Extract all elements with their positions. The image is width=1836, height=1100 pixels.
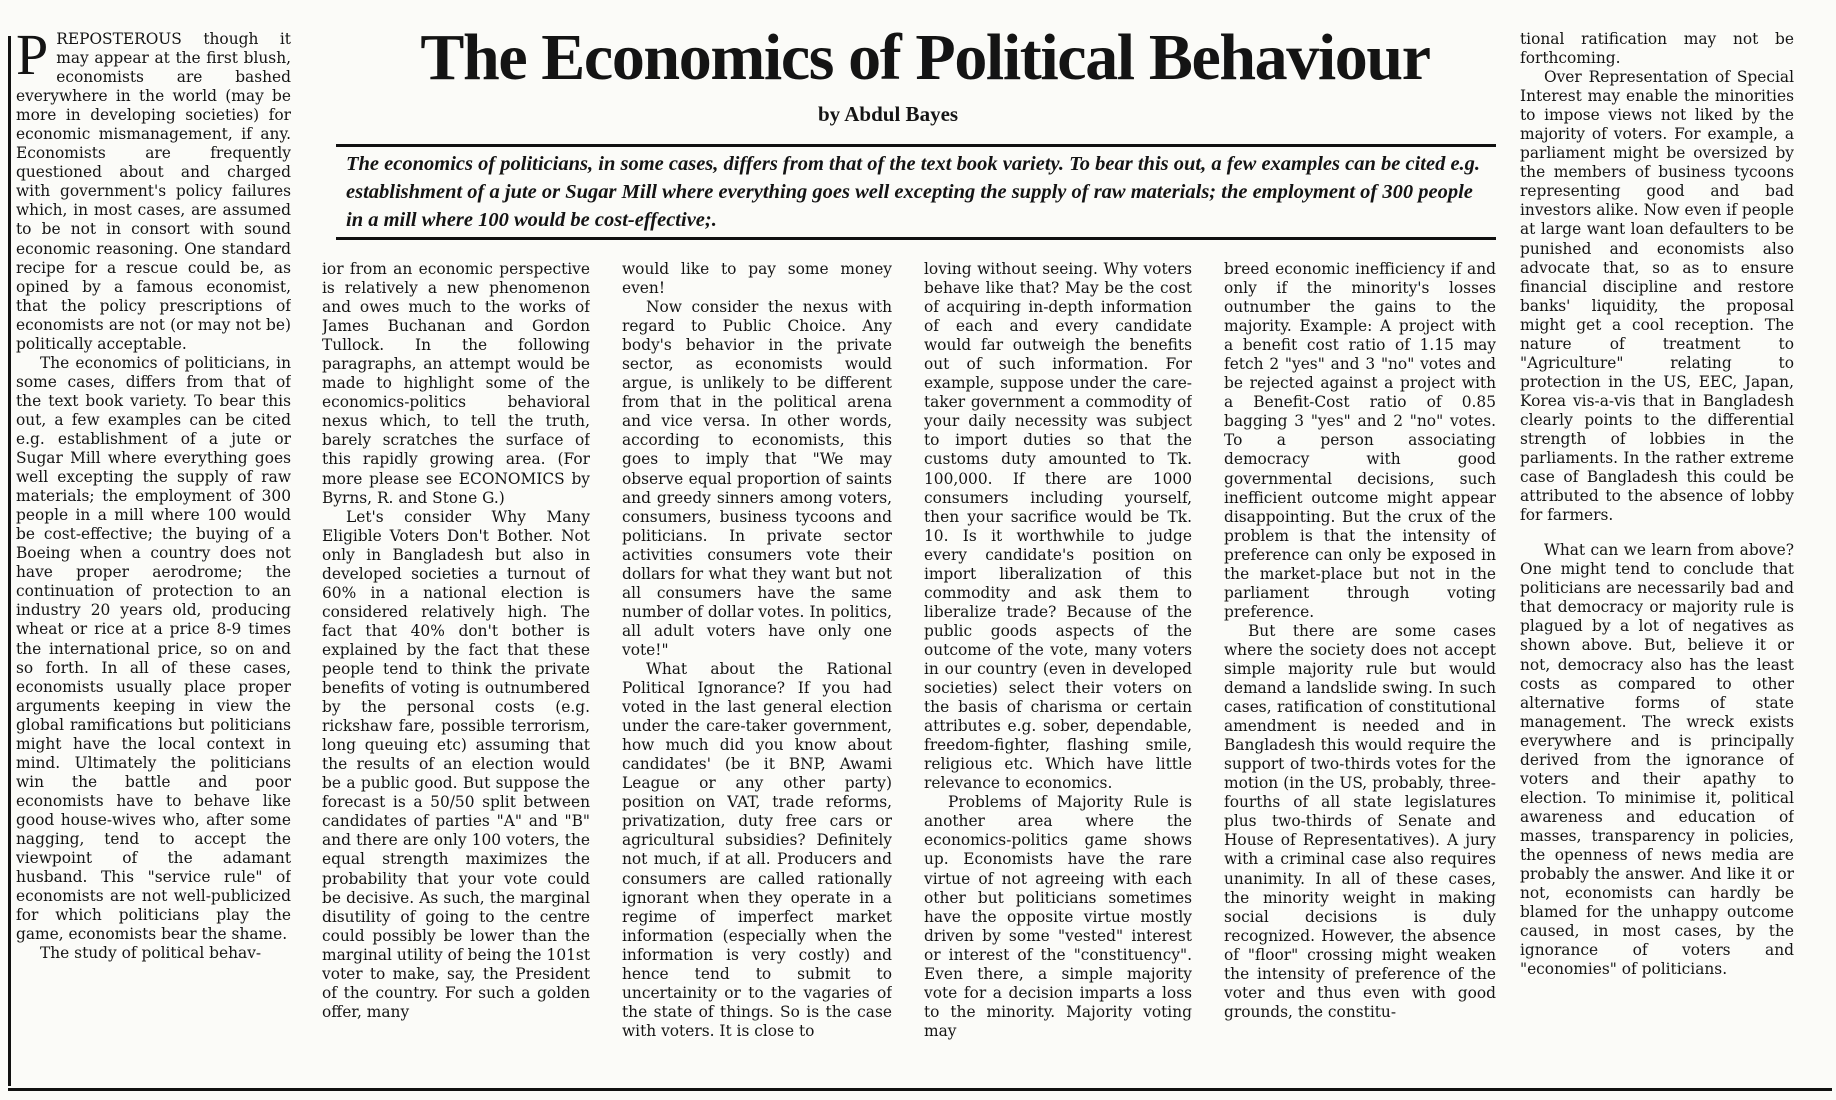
col3-paragraph-3: What about the Rational Political Ignorance? If you had voted in the last general election under the care-taker government, how much did you know about candidates' (be it BNP, Awami League or any other party) position on VAT, trade reforms, privatization, duty free cars or agricultural subsidies? Definitely not much, if at all. Producers and consumers are called rationally ignorant when they operate in a regime of imperfect market information (especially when the information is very costly) and hence tend to submit to uncertainity or to the vagaries of the state of things. So is the case with voters. It is close to	[622, 659, 892, 1040]
col6-paragraph-1: tional ratification may not be forthcoming.	[1520, 30, 1794, 68]
headline: The Economics of Political Behaviour	[420, 21, 1430, 94]
deck-summary: The economics of politicians, in some cases, differs from that of the text book variety. To bear this out, a few examples can be cited e.g. establishment of a jute or Sugar Mill where everything goes well excepting the supply of raw materials; the employment of 300 people in a mill where 100 would be cost-effective;.	[346, 153, 1481, 231]
column-5	[1224, 260, 1496, 1085]
col6-paragraph-2: Over Representation of Special Interest may enable the minorities to impose views not liked by the majority of voters. For example, a parliament might be oversized by the members of business tycoons representing good and bad investors alike. Now even if people at large want loan defaulters to be punished and economists also advocate that, so as to ensure financial discipline and restore banks' liquidity, the proposal might get a cool reception. The nature of treatment to "Agriculture" relating to protection in the US, EEC, Japan, Korea vis-a-vis that in Bangladesh clearly points to the differential strength of lobbies in the parliaments. In the rather extreme case of Bangladesh this could be attributed to the absence of lobby for farmers.	[1520, 68, 1794, 525]
column-1	[16, 30, 291, 1085]
column-2	[322, 260, 590, 1085]
col6-paragraph-3: What can we learn from above? One might tend to conclude that politicians are necessarily bad and that democracy or majority rule is plagued by a lot of negatives as shown above. But, believe it or not, democracy also has the least costs as compared to other alternative forms of state management. The wreck exists everywhere and is principally derived from the ignorance of voters and their apathy to election. To minimise it, political awareness and education of masses, transparency in policies, the openness of news media are probably the answer. And like it or not, economists can hardly be blamed for the unhappy outcome caused, in most cases, by the ignorance of voters and "economies" of politicians.	[1520, 541, 1794, 979]
byline: by Abdul Bayes	[818, 102, 959, 126]
column-3	[622, 260, 892, 1085]
drop-cap: P	[16, 30, 49, 87]
column-6	[1520, 30, 1794, 1085]
column-4	[924, 260, 1192, 1085]
col2-paragraph-2: Let's consider Why Many Eligible Voters Don't Bother. Not only in Bangladesh but also in developed societies a turnout of 60% in a national election is considered relatively high. The fact that 40% don't bother is explained by the fact that these people tend to think the private benefits of voting is outnumbered by the personal costs (e.g. rickshaw fare, possible terrorism, long queuing etc) assuming that the results of an election would be a public good. But suppose the forecast is a 50/50 split between candidates of parties "A" and "B" and there are only 100 voters, the equal strength maximizes the probability that your vote could be decisive. As such, the marginal disutility of going to the centre could possibly be lower than the marginal utility of being the 101st voter to make, say, the President of the country. For such a golden offer, many	[322, 507, 590, 1021]
col4-paragraph-2: Problems of Majority Rule is another area where the economics-politics game shows up. Economists have the rare virtue of not agreeing with each other but politicians sometimes have the opposite virtue mostly driven by some "vested" interest or interest of the "constituency". Even there, a simple majority vote for a decision imparts a loss to the minority. Majority voting may	[924, 793, 1192, 1040]
col1-paragraph-3: The study of political behav-	[40, 944, 262, 963]
deck-rule-bottom	[336, 237, 1496, 240]
col1-paragraph-1-text: REPOSTEROUS though it may appear at the first blush, economists are bashed everywhere in the world (may be more in developing societies) for economic mismanagement, if any. Economists are frequently questioned about and charged with government's policy failures which, in most cases, are assumed to be not in consort with sound economic reasoning. One standard recipe for a rescue could be, as opined by a famous economist, that the policy prescriptions of economists are not (or may not be) politically acceptable.	[16, 30, 291, 353]
col1-paragraph-1	[16, 30, 291, 354]
col3-paragraph-1: would like to pay some money even!	[622, 260, 892, 298]
col3-paragraph-2: Now consider the nexus with regard to Public Choice. Any body's behavior in the private sector, as economists would argue, is unlikely to be different from that in the political arena and vice versa. In other words, according to economists, this goes to imply that "We may observe equal proportion of saints and greedy sinners among voters, consumers, business tycoons and politicians. In private sector activities consumers vote their dollars for what they want but not all consumers have the same number of dollar votes. In politics, all adult voters have only one vote!"	[622, 298, 892, 659]
col1-paragraph-2: The economics of politicians, in some cases, differs from that of the text book variety. To bear this out, a few examples can be cited e.g. establishment of a jute or Sugar Mill where everything goes well excepting the supply of raw materials; the employment of 300 people in a mill where 100 would be cost-effective; the buying of a Boeing when a country does not have proper aerodrome; the continuation of protection to an industry 20 years old, producing wheat or rice at a price 8-9 times the international price, so on and so forth. In all of these cases, economists usually place proper arguments keeping in view the global ramifications but politicians might have the local context in mind. Ultimately the politicians win the battle and poor economists have to behave like good house-wives who, after some nagging, tend to accept the viewpoint of the adamant husband. This "service rule" of economists are not well-publicized for which politicians play the game, economists bear the shame.	[16, 353, 291, 944]
left-column-rule	[8, 36, 11, 1086]
col5-paragraph-1: breed economic inefficiency if and only if the minority's losses outnumber the gains to the majority. Example: A project with a benefit cost ratio of 1.15 may fetch 2 "yes" and 3 "no" votes and be rejected against a project with a Benefit-Cost ratio of 0.85 bagging 3 "yes" and 2 "no" votes. To a person associating democracy with good governmental decisions, such inefficient outcome might appear disappointing. But the crux of the problem is that the intensity of preference can only be exposed in the market-place but not in the parliament through voting preference.	[1224, 260, 1496, 621]
bottom-rule	[8, 1088, 1832, 1091]
col2-paragraph-1: ior from an economic perspective is relatively a new phenomenon and owes much to the works of James Buchanan and Gordon Tullock. In the following paragraphs, an attempt would be made to highlight some of the economics-politics behavioral nexus which, to tell the truth, barely scratches the surface of this rapidly growing area. (For more please see ECONOMICS by Byrns, R. and Stone G.)	[322, 260, 590, 507]
col4-paragraph-1: loving without seeing. Why voters behave like that? May be the cost of acquiring in-depth information of each and every candidate would far outweigh the benefits out of such information. For example, suppose under the care-taker government a commodity of your daily necessity was subject to import duties so that the customs duty amounted to Tk. 100,000. If there are 1000 consumers including yourself, then your sacrifice would be Tk. 10. Is it worthwhile to judge every candidate's position on import liberalization of this commodity and ask them to liberalize trade? Because of the public goods aspects of the outcome of the vote, many voters in our country (even in developed societies) select their voters on the basis of charisma or certain attributes e.g. sober, dependable, freedom-fighter, flashing smile, religious etc. Which have little relevance to economics.	[924, 260, 1192, 793]
col5-paragraph-2: But there are some cases where the society does not accept simple majority rule but would demand a landslide swing. In such cases, ratification of constitutional amendment is needed and in Bangladesh this would require the support of two-thirds votes for the motion (in the US, probably, three-fourths of all state legislatures plus two-thirds of Senate and House of Representatives). A jury with a criminal case also requires unanimity. In all of these cases, the minority weight in making social decisions is duly recognized. However, the absence of "floor" crossing might weaken the intensity of preference of the voter and thus even with good grounds, the constitu-	[1224, 621, 1496, 1021]
deck-rule-top	[336, 144, 1496, 147]
